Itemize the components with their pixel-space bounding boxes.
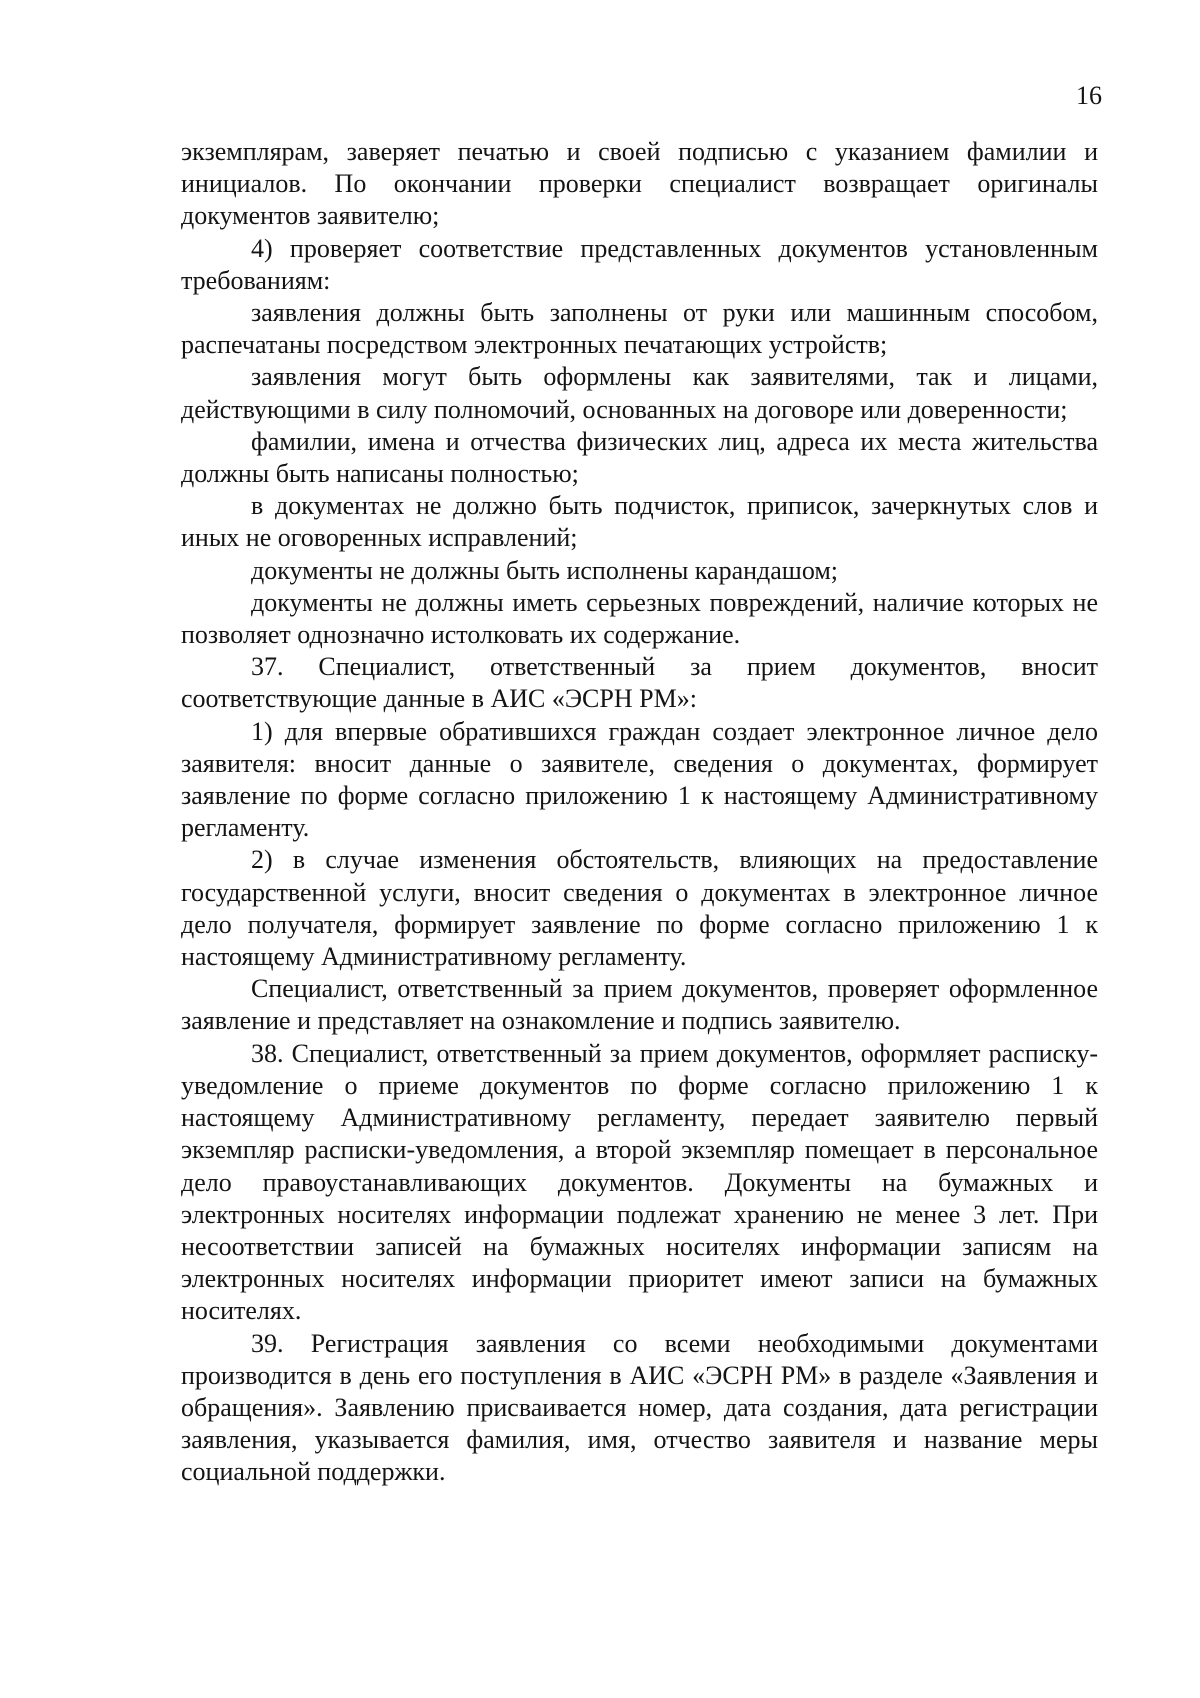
paragraph-continuation: экземплярам, заверяет печатью и своей подписью с указанием фамилии и инициалов. По окончании проверки специалист возвращает оригиналы документов заявителю; <box>181 137 1098 231</box>
paragraph-38: 38. Специалист, ответственный за прием документов, оформляет расписку-уведомление о приеме документов по форме согласно приложению 1 к настоящему Административному регламенту, передает заявителю первый экземпляр расписки-уведомления, а второй экземпляр помещает в персональное дело правоустанавливающих документов. Документы на бумажных и электронных носителях информации подлежат хранению не менее 3 лет. При несоответствии записей на бумажных носителях информации записям на электронных носителях информации приоритет имеют записи на бумажных носителях. <box>181 1038 1098 1326</box>
paragraph-37-item-2: 2) в случае изменения обстоятельств, влияющих на предоставление государственной услуги, вносит сведения о документах в электронное личное дело получателя, формирует заявление по форме согласно приложению 1 к настоящему Административному регламенту. <box>181 845 1098 972</box>
paragraph-requirement-no-erasures: в документах не должно быть подчисток, приписок, зачеркнутых слов и иных не оговоренных исправлений; <box>181 491 1098 553</box>
paragraph-37-check: Специалист, ответственный за прием документов, проверяет оформленное заявление и представляет на ознакомление и подпись заявителю. <box>181 974 1098 1036</box>
paragraph-37-item-1: 1) для впервые обратившихся граждан создает электронное личное дело заявителя: вносит данные о заявителе, сведения о документах, формирует заявление по форме согласно приложению 1 к настоящему Административному регламенту. <box>181 716 1098 843</box>
paragraph-requirement-no-damage: документы не должны иметь серьезных повреждений, наличие которых не позволяет однозначно истолковать их содержание. <box>181 587 1098 650</box>
paragraph-requirement-names: фамилии, имена и отчества физических лиц, адреса их места жительства должны быть написаны полностью; <box>181 426 1098 489</box>
page-number: 16 <box>1076 81 1102 110</box>
paragraph-37: 37. Специалист, ответственный за прием документов, вносит соответствующие данные в АИС «ЭСРН РМ»: <box>181 652 1098 714</box>
paragraph-requirement-executed: заявления могут быть оформлены как заявителями, так и лицами, действующими в силу полномочий, основанных на договоре или доверенности; <box>181 362 1098 424</box>
document-body <box>181 136 1098 1489</box>
paragraph-requirement-no-pencil: документы не должны быть исполнены карандашом; <box>251 555 839 585</box>
paragraph-item-4: 4) проверяет соответствие представленных документов установленным требованиям: <box>181 233 1098 295</box>
paragraph-requirement-filled: заявления должны быть заполнены от руки или машинным способом, распечатаны посредством электронных печатающих устройств; <box>181 298 1098 360</box>
paragraph-39: 39. Регистрация заявления со всеми необходимыми документами производится в день его поступления в АИС «ЭСРН РМ» в разделе «Заявления и обращения». Заявлению присваивается номер, дата создания, дата регистрации заявления, указывается фамилия, имя, отчество заявителя и название меры социальной поддержки. <box>181 1328 1098 1487</box>
